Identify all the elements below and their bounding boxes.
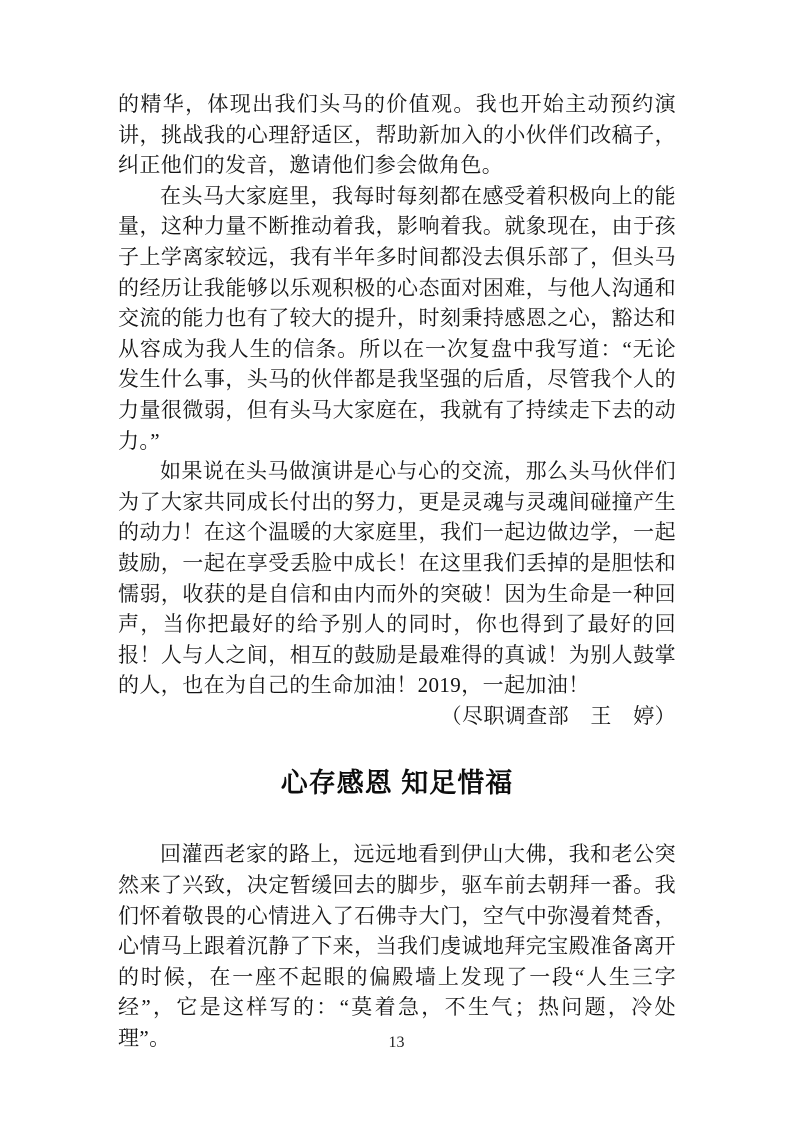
page-number: 13 xyxy=(388,1034,405,1051)
paragraph-continuation: 的精华，体现出我们头马的价值观。我也开始主动预约演讲，挑战我的心理舒适区，帮助新加入的小伙伴们改稿子，纠正他们的发音，邀请他们参会做角色。 xyxy=(118,92,676,178)
section-heading: 心存感恩 知足惜福 xyxy=(280,768,514,799)
paragraph: 如果说在头马做演讲是心与心的交流，那么头马伙伴们为了大家共同成长付出的努力，更是灵魂与灵魂间碰撞产生的动力！在这个温暖的大家庭里，我们一起边做边学，一起鼓励，一起在享受丢脸中成长！在这里我们丢掉的是胆怯和懦弱，收获的是自信和由内而外的突破！因为生命是一种回声，当你把最好的给予别人的同时，你也得到了最好的回报！人与人之间，相互的鼓励是最难得的真诚！为别人鼓掌的人，也在为自己的生命加油！2019，一起加油！ xyxy=(118,459,676,698)
attribution: （尽职调查部 王 婷） xyxy=(440,703,676,728)
paragraph: 在头马大家庭里，我每时每刻都在感受着积极向上的能量，这种力量不断推动着我，影响着我。就象现在，由于孩子上学离家较远，我有半年多时间都没去俱乐部了，但头马的经历让我能够以乐观积极的心态面对困难，与他人沟通和交流的能力也有了较大的提升，时刻秉持感恩之心，豁达和从容成为我人生的信条。所以在一次复盘中我写道：“无论发生什么事，头马的伙伴都是我坚强的后盾，尽管我个人的力量很微弱，但有头马大家庭在，我就有了持续走下去的动力。” xyxy=(118,183,676,453)
page-content xyxy=(118,0,676,1054)
paragraph: 回灌西老家的路上，远远地看到伊山大佛，我和老公突然来了兴致，决定暂缓回去的脚步，驱车前去朝拜一番。我们怀着敬畏的心情进入了石佛寺大门，空气中弥漫着梵香，心情马上跟着沉静了下来，当我们虔诚地拜完宝殿准备离开的时候，在一座不起眼的偏殿墙上发现了一段“人生三字经”，它是这样写的：“莫着急，不生气；热问题，冷处理”。 xyxy=(118,842,676,1051)
